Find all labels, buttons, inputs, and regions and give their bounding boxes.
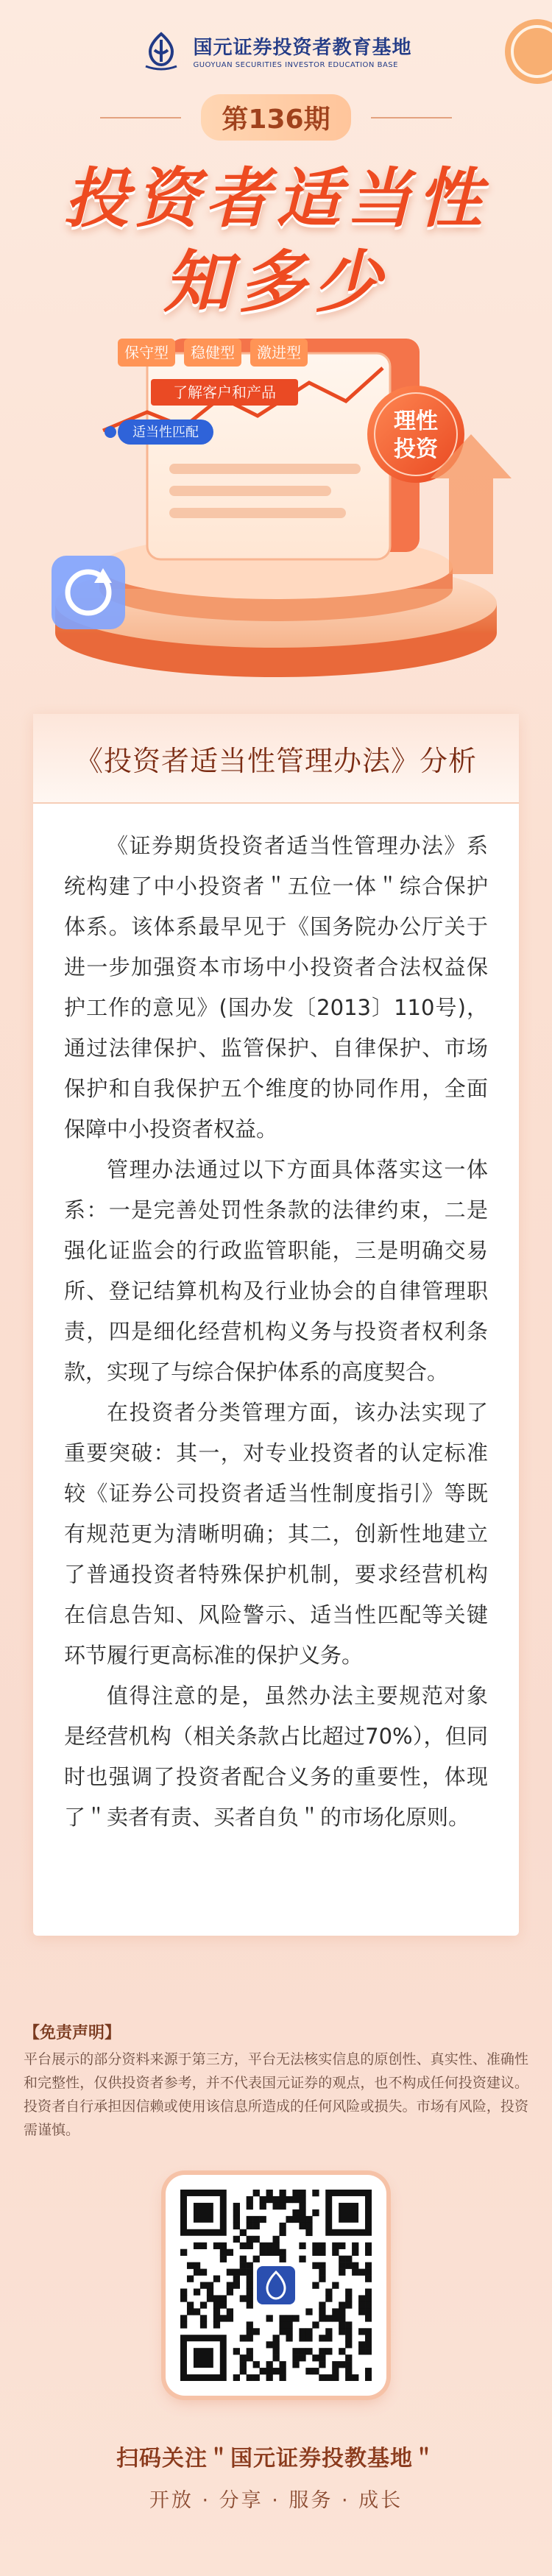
- brand-header: [0, 29, 552, 75]
- coin-icon: [500, 15, 552, 88]
- brand-name: 国元证券投资者教育基地: [193, 37, 412, 59]
- disclaimer-title: 【免责声明】: [24, 2024, 121, 2042]
- article-body: [33, 804, 519, 1838]
- ribbon: [151, 379, 298, 406]
- paragraph-2: 管理办法通过以下方面具体落实这一体系：一是完善处罚性条款的法律约束，二是强化证监会的行政监管职能，三是明确交易所、登记结算机构及行业协会的自律管理职责，四是细化经营机构义务与投资者权利条款，实现了与综合保护体系的高度契合。: [64, 1157, 488, 1384]
- risk-tags: [118, 339, 308, 367]
- article-card: [33, 714, 519, 1936]
- paragraph-3: 在投资者分类管理方面，该办法实现了重要突破：其一，对专业投资者的认定标准较《证券公司投资者适当性制度指引》等既有规范更为清晰明确；其二，创新性地建立了普通投资者特殊保护机制，要求经营机构在信息告知、风险警示、适当性匹配等关键环节履行更高标准的保护义务。: [64, 1400, 488, 1668]
- article-heading-bar: [33, 714, 519, 804]
- page-title-line1: 投资者适当性: [63, 160, 488, 236]
- match-label: 适当性匹配: [132, 425, 199, 440]
- motto: 开放 · 分享 · 服务 · 成长: [149, 2489, 403, 2512]
- hero-illustration: [0, 309, 552, 692]
- brand-logo-icon: [140, 29, 183, 72]
- issue-banner: [0, 94, 552, 141]
- ribbon-label: 了解客户和产品: [173, 383, 276, 401]
- paragraph-4: 值得注意的是，虽然办法主要规范对象是经营机构（相关条款占比超过70%），但同时也强调了投资者配合义务的重要性，体现了＂卖者有责、买者自负＂的市场化原则。: [64, 1683, 488, 1830]
- badge-line2: 投资: [394, 436, 438, 462]
- refresh-icon: [52, 556, 125, 629]
- follow-prompt: 扫码关注＂国元证券投教基地＂: [116, 2446, 436, 2471]
- divider-right: [371, 117, 452, 118]
- badge-line1: 理性: [394, 408, 438, 434]
- paragraph-1: 《证券期货投资者适当性管理办法》系统构建了中小投资者＂五位一体＂综合保护体系。该体系最早见于《国务院办公厅关于进一步加强资本市场中小投资者合法权益保护工作的意见》(国办发〔2013〕110号)，通过法律保护、监管保护、自律保护、市场保护和自我保护五个维度的协同作用，全面保障中小投资者权益。: [64, 833, 488, 1142]
- tag-aggressive: 激进型: [257, 344, 301, 361]
- disclaimer: [24, 2020, 528, 2142]
- qr-code[interactable]: [166, 2175, 386, 2396]
- tag-steady: 稳健型: [191, 344, 235, 361]
- page-title-line2: 知多少: [163, 243, 389, 322]
- qr-code-icon: [180, 2190, 372, 2381]
- divider-left: [100, 117, 181, 118]
- issue-number: 第136期: [201, 94, 350, 141]
- tag-conservative: 保守型: [124, 344, 169, 361]
- disclaimer-body: 平台展示的部分资料来源于第三方，平台无法核实信息的原创性、真实性、准确性和完整性，仅供投资者参考，并不代表国元证券的观点，也不构成任何投资建议。投资者自行承担因信赖或使用该信息所造成的任何风险或损失。市场有风险，投资需谨慎。: [24, 2051, 528, 2138]
- article-heading: 《投资者适当性管理办法》分析: [74, 744, 477, 777]
- brand-name-en: GUOYUAN SECURITIES INVESTOR EDUCATION BASE: [193, 61, 398, 69]
